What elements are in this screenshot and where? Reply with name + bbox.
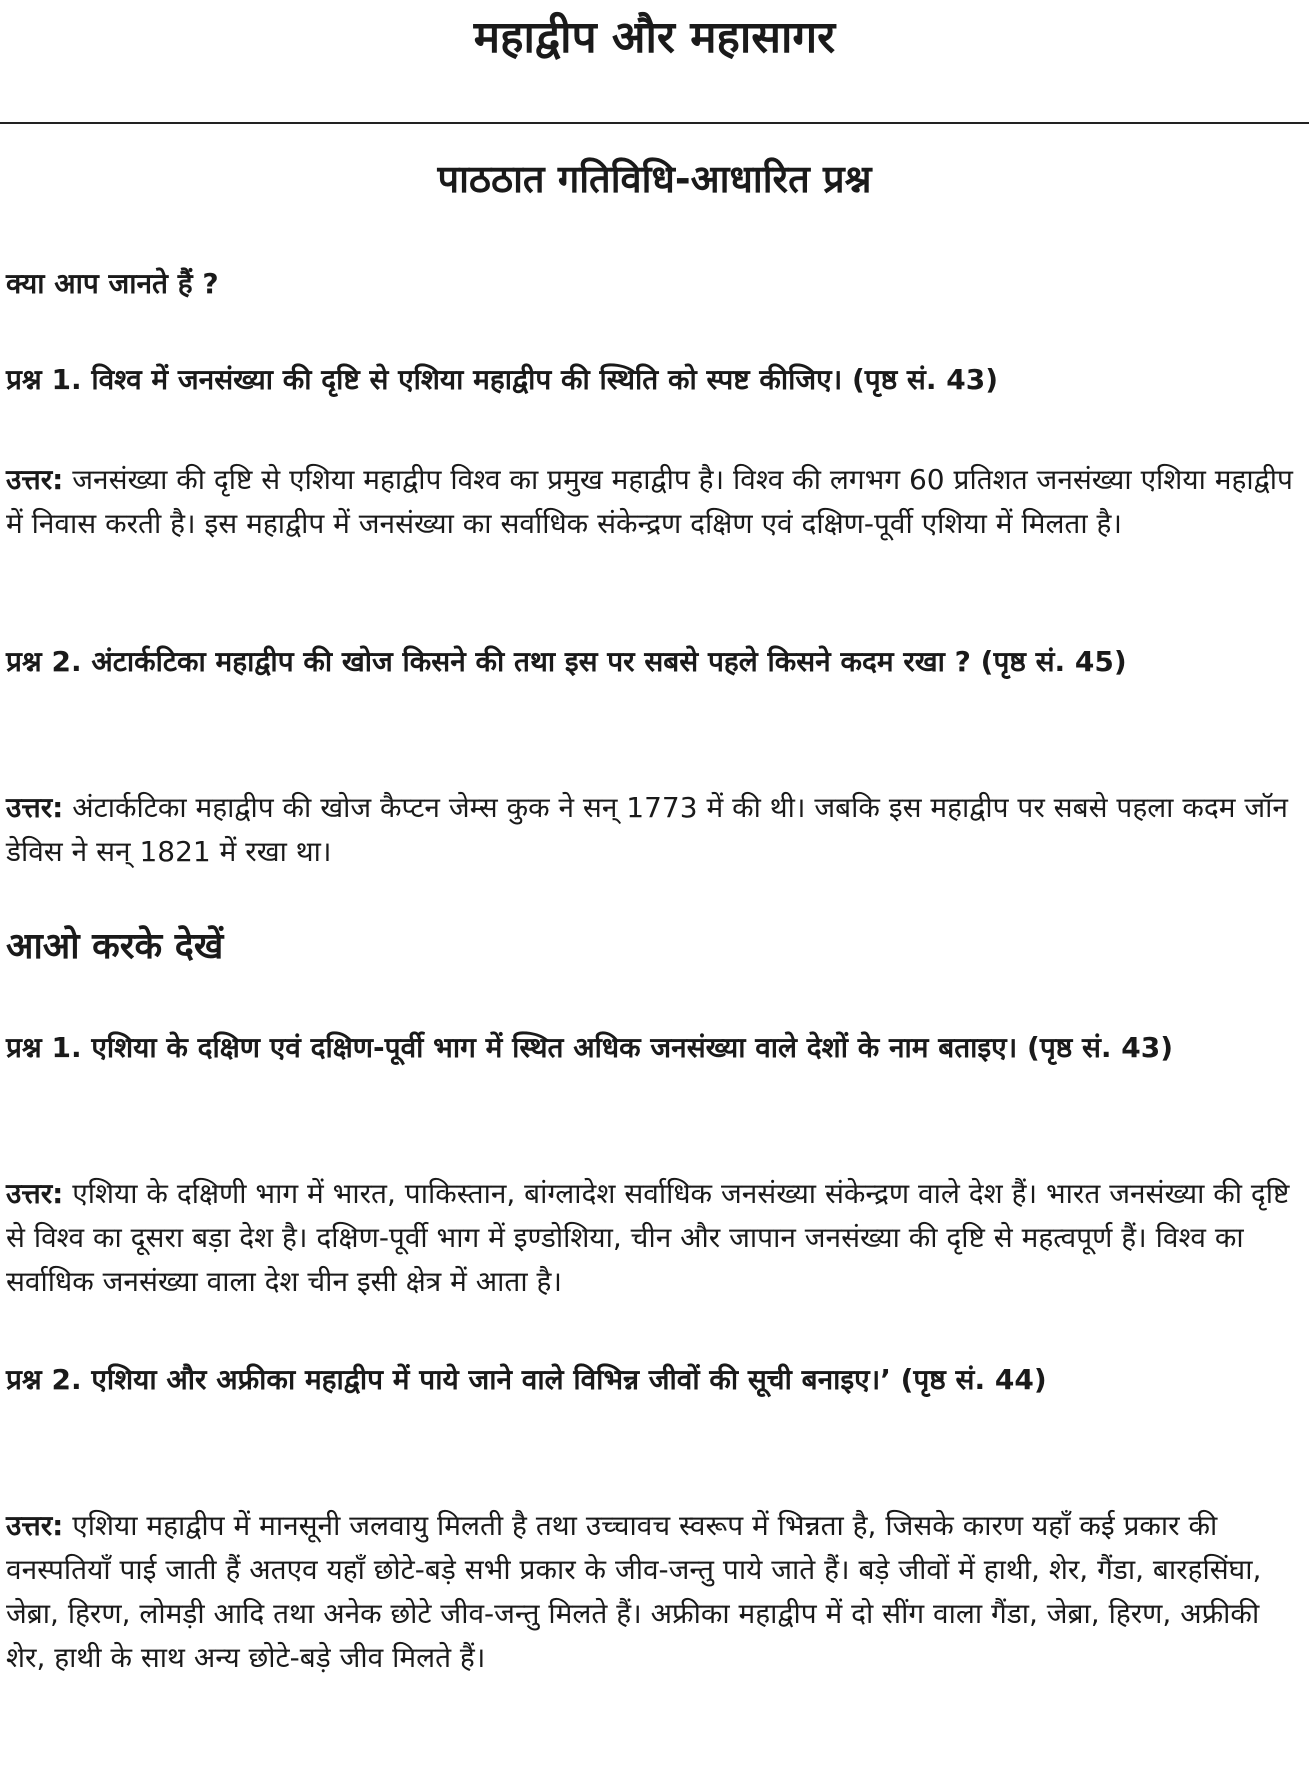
answer-label: उत्तर: <box>6 1177 64 1210</box>
question-2-2: प्रश्न 2. एशिया और अफ्रीका महाद्वीप में पाये जाने वाले विभिन्न जीवों की सूची बनाइए।’ (पृष्ठ सं. 44) <box>6 1363 1047 1396</box>
section1-heading: क्या आप जानते हैं ? <box>6 267 219 300</box>
title-divider <box>0 122 1309 124</box>
answer-text: एशिया महाद्वीप में मानसूनी जलवायु मिलती है तथा उच्चावच स्वरूप में भिन्नता है, जिसके कारण यहाँ कई प्रकार की वनस्पतियाँ पाई जाती हैं अतएव यहाँ छोटे-बड़े सभी प्रकार के जीव-जन्तु पाये जाते हैं। बड़े जीवों में हाथी, शेर, गैंडा, बारहसिंघा, जेब्रा, हिरण, लोमड़ी आदि तथा अनेक छोटे जीव-जन्तु मिलते हैं। अफ्रीका महाद्वीप में दो सींग वाला गैंडा, जेब्रा, हिरण, अफ्रीकी शेर, हाथी के साथ अन्य छोटे-बड़े जीव मिलते हैं। <box>6 1509 1262 1674</box>
answer-label: उत्तर: <box>6 463 64 496</box>
answer-text: जनसंख्या की दृष्टि से एशिया महाद्वीप विश्व का प्रमुख महाद्वीप है। विश्व की लगभग 60 प्रतिशत जनसंख्या एशिया महाद्वीप में निवास करती है। इस महाद्वीप में जनसंख्या का सर्वाधिक संकेन्द्रण दक्षिण एवं दक्षिण-पूर्वी एशिया में मिलता है। <box>6 463 1293 540</box>
question-1-1: प्रश्न 1. विश्व में जनसंख्या की दृष्टि से एशिया महाद्वीप की स्थिति को स्पष्ट कीजिए। (पृष्ठ सं. 43) <box>6 363 999 396</box>
answer-text: अंटार्कटिका महाद्वीप की खोज कैप्टन जेम्स कुक ने सन् 1773 में की थी। जबकि इस महाद्वीप पर सबसे पहला कदम जॉन डेविस ने सन् 1821 में रखा था। <box>6 791 1288 868</box>
question-2-1: प्रश्न 1. एशिया के दक्षिण एवं दक्षिण-पूर्वी भाग में स्थित अधिक जनसंख्या वाले देशों के नाम बताइए। (पृष्ठ सं. 43) <box>6 1031 1174 1064</box>
answer-1-2 <box>6 786 1296 874</box>
answer-1-1 <box>6 458 1296 546</box>
section-title: पाठठात गतिविधि-आधारित प्रश्न <box>437 157 872 201</box>
answer-2-1 <box>6 1172 1296 1304</box>
answer-2-2 <box>6 1504 1296 1680</box>
document-title: महाद्वीप और महासागर <box>473 12 836 63</box>
answer-text: एशिया के दक्षिणी भाग में भारत, पाकिस्तान, बांग्लादेश सर्वाधिक जनसंख्या संकेन्द्रण वाले देश हैं। भारत जनसंख्या की दृष्टि से विश्व का दूसरा बड़ा देश है। दक्षिण-पूर्वी भाग में इण्डोशिया, चीन और जापान जनसंख्या की दृष्टि से महत्वपूर्ण हैं। विश्व का सर्वाधिक जनसंख्या वाला देश चीन इसी क्षेत्र में आता है। <box>6 1177 1290 1298</box>
question-1-2: प्रश्न 2. अंटार्कटिका महाद्वीप की खोज किसने की तथा इस पर सबसे पहले किसने कदम रखा ? (पृष्ठ सं. 45) <box>6 645 1127 678</box>
answer-label: उत्तर: <box>6 1509 64 1542</box>
section2-heading: आओ करके देखें <box>6 926 224 967</box>
answer-label: उत्तर: <box>6 791 64 824</box>
